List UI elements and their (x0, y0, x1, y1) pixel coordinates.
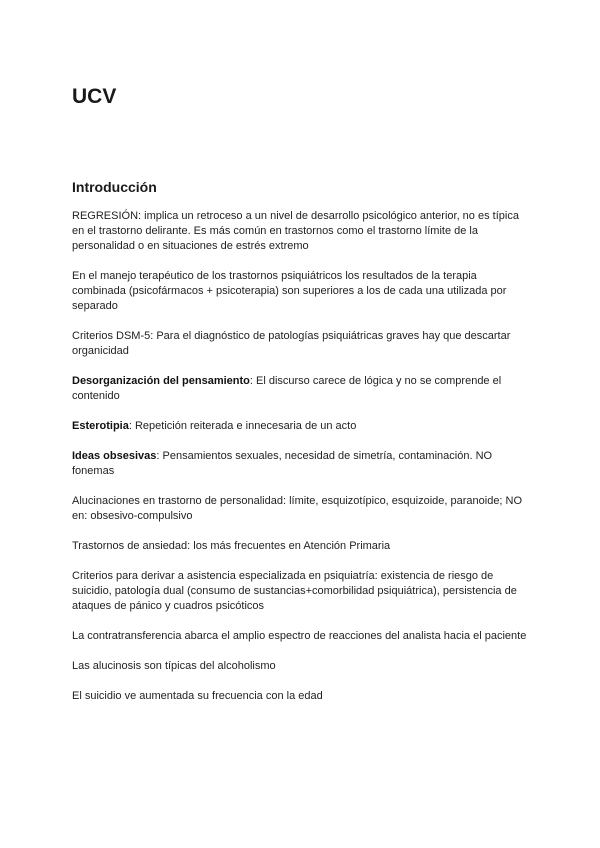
paragraph-regresion (72, 209, 528, 254)
section-heading: Introducción (72, 179, 157, 195)
paragraph-esterotipia (72, 419, 528, 434)
paragraph-criterios-dsm5 (72, 329, 528, 359)
document-body (72, 209, 528, 719)
paragraph-text: : El discurso carece de lógica y no se comprende el contenido (72, 375, 502, 402)
paragraph-bold-term: Esterotipia (72, 420, 129, 432)
paragraph-text: Las alucinosis son típicas del alcoholismo (72, 660, 276, 672)
paragraph-text: El suicidio ve aumentada su frecuencia con la edad (72, 690, 323, 702)
paragraph-criterios-derivacion (72, 569, 528, 614)
paragraph-text: Criterios para derivar a asistencia especializada en psiquiatría: existencia de riesgo de suicidio, patología dual (consumo de sustancias+comorbilidad psiquiátrica), persistencia de ataques de pánico y cuadros psicóticos (72, 570, 517, 612)
paragraph-trastornos-ansiedad (72, 539, 528, 554)
paragraph-text: Alucinaciones en trastorno de personalidad: límite, esquizotípico, esquizoide, paranoide; NO en: obsesivo-compulsivo (72, 495, 523, 522)
paragraph-contratransferencia (72, 629, 528, 644)
paragraph-text: : Repetición reiterada e innecesaria de un acto (128, 420, 357, 432)
paragraph-bold-term: Ideas obsesivas (72, 450, 157, 462)
paragraph-terapia-combinada (72, 269, 528, 314)
paragraph-text: Criterios DSM-5: Para el diagnóstico de patologías psiquiátricas graves hay que descartar organicidad (72, 330, 511, 357)
paragraph-text: En el manejo terapéutico de los trastornos psiquiátricos los resultados de la terapia combinada (psicofármacos + psicoterapia) son superiores a los de cada una utilizada por separado (72, 270, 507, 312)
paragraph-ideas-obsesivas (72, 449, 528, 479)
paragraph-alucinaciones-personalidad (72, 494, 528, 524)
paragraph-text: : Pensamientos sexuales, necesidad de simetría, contaminación. NO fonemas (72, 450, 493, 477)
paragraph-alucinosis (72, 659, 528, 674)
document-title: UCV (72, 85, 117, 108)
paragraph-text: REGRESIÓN: implica un retroceso a un nivel de desarrollo psicológico anterior, no es típica en el trastorno delirante. Es más común en trastornos como el trastorno límite de la personalidad o en situaciones de estrés extremo (72, 210, 519, 252)
paragraph-text: La contratransferencia abarca el amplio espectro de reacciones del analista hacia el paciente (72, 630, 527, 642)
paragraph-suicidio (72, 689, 528, 704)
paragraph-desorganizacion (72, 374, 528, 404)
paragraph-text: Trastornos de ansiedad: los más frecuentes en Atención Primaria (72, 540, 391, 552)
paragraph-bold-term: Desorganización del pensamiento (72, 375, 250, 387)
